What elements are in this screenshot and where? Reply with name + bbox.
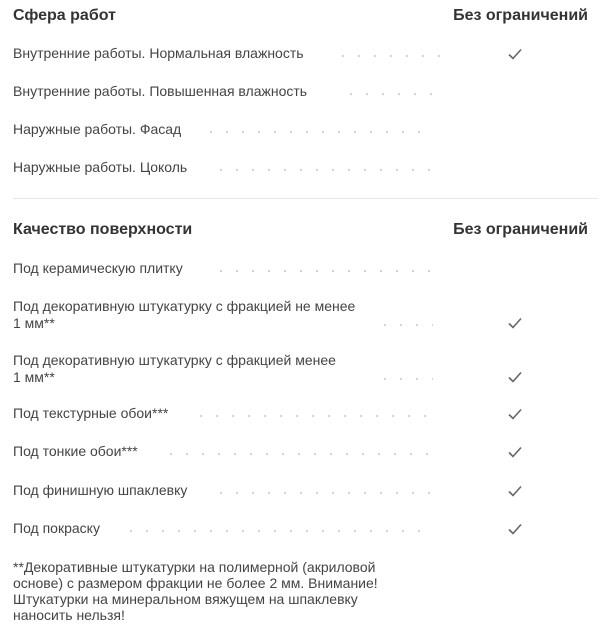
surface-quality-row xyxy=(13,405,533,422)
row-label: Под тонкие обои*** xyxy=(13,443,138,459)
surface-quality-title: Качество поверхности xyxy=(13,221,193,238)
surface-quality-row xyxy=(13,260,533,277)
dot-leader xyxy=(377,378,433,380)
surface-quality-row xyxy=(13,482,533,499)
row-label: Наружные работы. Цоколь xyxy=(13,159,188,175)
row-label: Под покраску xyxy=(13,520,100,536)
dot-leader xyxy=(343,93,433,95)
checkmark-icon xyxy=(508,446,522,458)
work-scope-header xyxy=(13,5,588,27)
work-scope-row xyxy=(13,121,533,138)
work-scope-column-header: Без ограничений xyxy=(453,7,588,24)
work-scope-row xyxy=(13,83,533,100)
section-divider xyxy=(13,198,598,199)
checkmark-icon xyxy=(508,523,522,535)
surface-quality-header xyxy=(13,219,588,241)
dot-leader xyxy=(335,55,443,57)
dot-leader xyxy=(213,492,433,494)
work-scope-row xyxy=(13,159,533,176)
checkmark-icon xyxy=(508,48,522,60)
checkmark-icon xyxy=(508,371,522,383)
surface-quality-row xyxy=(13,520,533,537)
row-label: Под керамическую плитку xyxy=(13,260,183,276)
dot-leader xyxy=(377,324,433,326)
row-label: Внутренние работы. Повышенная влажность xyxy=(13,83,308,99)
footnote: **Декоративные штукатурки на полимерной (акриловой основе) с размером фракции не более 2 мм. Внимание! Штукатурки на минеральном вяжущем на шпаклевку наносить нельзя! xyxy=(13,559,378,623)
dot-leader xyxy=(123,530,433,532)
row-label: Под декоративную штукатурку с фракцией менее 1 мм** xyxy=(13,352,336,385)
checkmark-icon xyxy=(508,317,522,329)
surface-quality-row xyxy=(13,443,533,460)
work-scope-title: Сфера работ xyxy=(13,7,116,24)
checkmark-icon xyxy=(508,485,522,497)
dot-leader xyxy=(193,415,433,417)
dot-leader xyxy=(163,453,433,455)
row-label: Под финишную шпаклевку xyxy=(13,482,188,498)
dot-leader xyxy=(203,131,433,133)
work-scope-row xyxy=(13,45,533,62)
surface-quality-column-header: Без ограничений xyxy=(453,221,588,238)
surface-quality-row xyxy=(13,298,533,332)
row-label: Внутренние работы. Нормальная влажность xyxy=(13,45,304,61)
row-label: Наружные работы. Фасад xyxy=(13,121,182,137)
checkmark-icon xyxy=(508,408,522,420)
dot-leader xyxy=(213,270,433,272)
surface-quality-row xyxy=(13,352,533,386)
row-label: Под декоративную штукатурку с фракцией не менее 1 мм** xyxy=(13,298,356,331)
dot-leader xyxy=(213,169,433,171)
row-label: Под текстурные обои*** xyxy=(13,405,169,421)
